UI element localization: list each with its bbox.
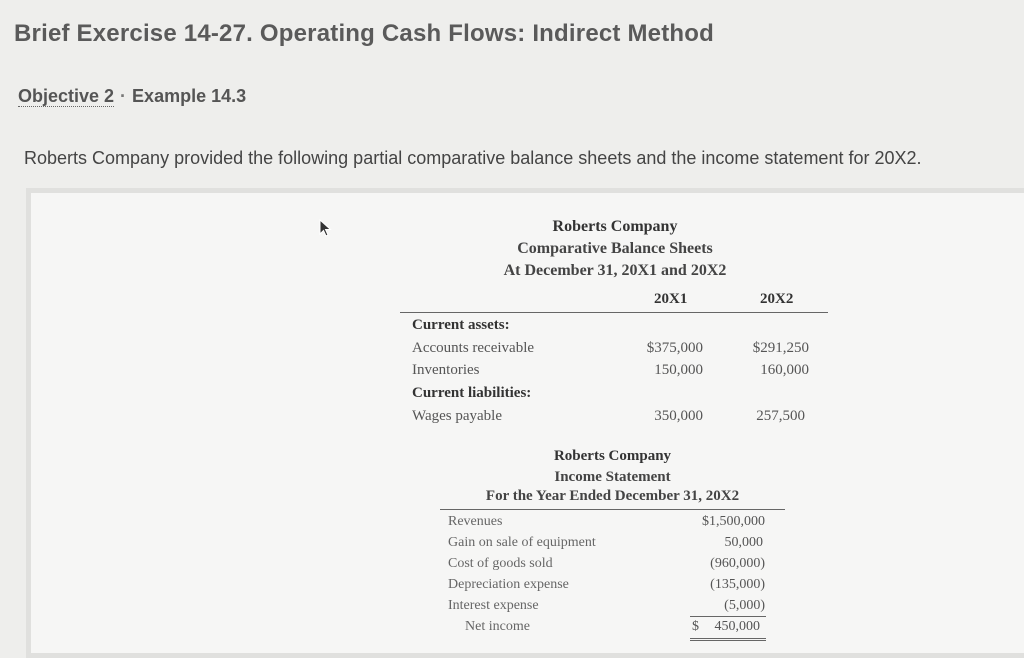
bs-col-20x1: 20X1 — [654, 291, 688, 307]
is-row-value: 50,000 — [724, 535, 763, 550]
is-header-rule — [440, 509, 785, 510]
net-income-label: Net income — [465, 619, 530, 634]
intro-text: Roberts Company provided the following partial comparative balance sheets and the income statement for 20X2. — [24, 148, 922, 168]
is-row-value: $1,500,000 — [702, 514, 765, 529]
bs-row-value-20x1: $375,000 — [646, 340, 703, 356]
bs-row-value-20x2: 257,500 — [756, 408, 805, 424]
is-row-label: Gain on sale of equipment — [448, 535, 596, 550]
exercise-title: Brief Exercise 14-27. Operating Cash Flows: Indirect Method — [14, 20, 714, 47]
bs-row-label: Inventories — [412, 362, 480, 378]
objective-line — [18, 86, 246, 107]
mouse-cursor-icon — [319, 219, 333, 237]
is-row-label: Interest expense — [448, 598, 539, 613]
bs-row-value-20x2: 160,000 — [760, 362, 809, 378]
is-total-double-rule — [690, 638, 766, 641]
bs-row-value-20x1: 150,000 — [654, 362, 703, 378]
is-date: For the Year Ended December 31, 20X2 — [485, 488, 740, 504]
bs-title: Comparative Balance Sheets — [517, 240, 713, 257]
bs-row-value-20x2: $291,250 — [752, 340, 809, 356]
bs-col-20x2: 20X2 — [760, 291, 794, 307]
is-row-label: Depreciation expense — [448, 577, 569, 592]
is-title: Income Statement — [554, 469, 671, 485]
separator: · — [120, 86, 127, 106]
is-row-value: (135,000) — [710, 577, 765, 592]
bs-company: Roberts Company — [552, 218, 678, 235]
bs-row-value-20x1: 350,000 — [654, 408, 703, 424]
bs-row-label: Wages payable — [412, 408, 502, 424]
bs-header-rule — [400, 312, 828, 313]
example-label: Example 14.3 — [132, 86, 247, 106]
is-company: Roberts Company — [553, 448, 672, 464]
is-row-label: Revenues — [448, 514, 503, 529]
bs-date: At December 31, 20X1 and 20X2 — [503, 262, 727, 279]
objective-link[interactable]: Objective 2 — [18, 86, 115, 106]
current-assets-label: Current assets: — [412, 317, 510, 333]
current-liabilities-label: Current liabilities: — [412, 385, 532, 401]
net-income-value: 450,000 — [714, 619, 760, 634]
is-row-value: (5,000) — [724, 598, 765, 613]
net-income-currency: $ — [692, 619, 699, 634]
is-row-label: Cost of goods sold — [448, 556, 553, 571]
bs-row-label: Accounts receivable — [412, 340, 535, 356]
is-row-value: (960,000) — [710, 556, 765, 571]
is-subtotal-rule — [690, 616, 766, 617]
